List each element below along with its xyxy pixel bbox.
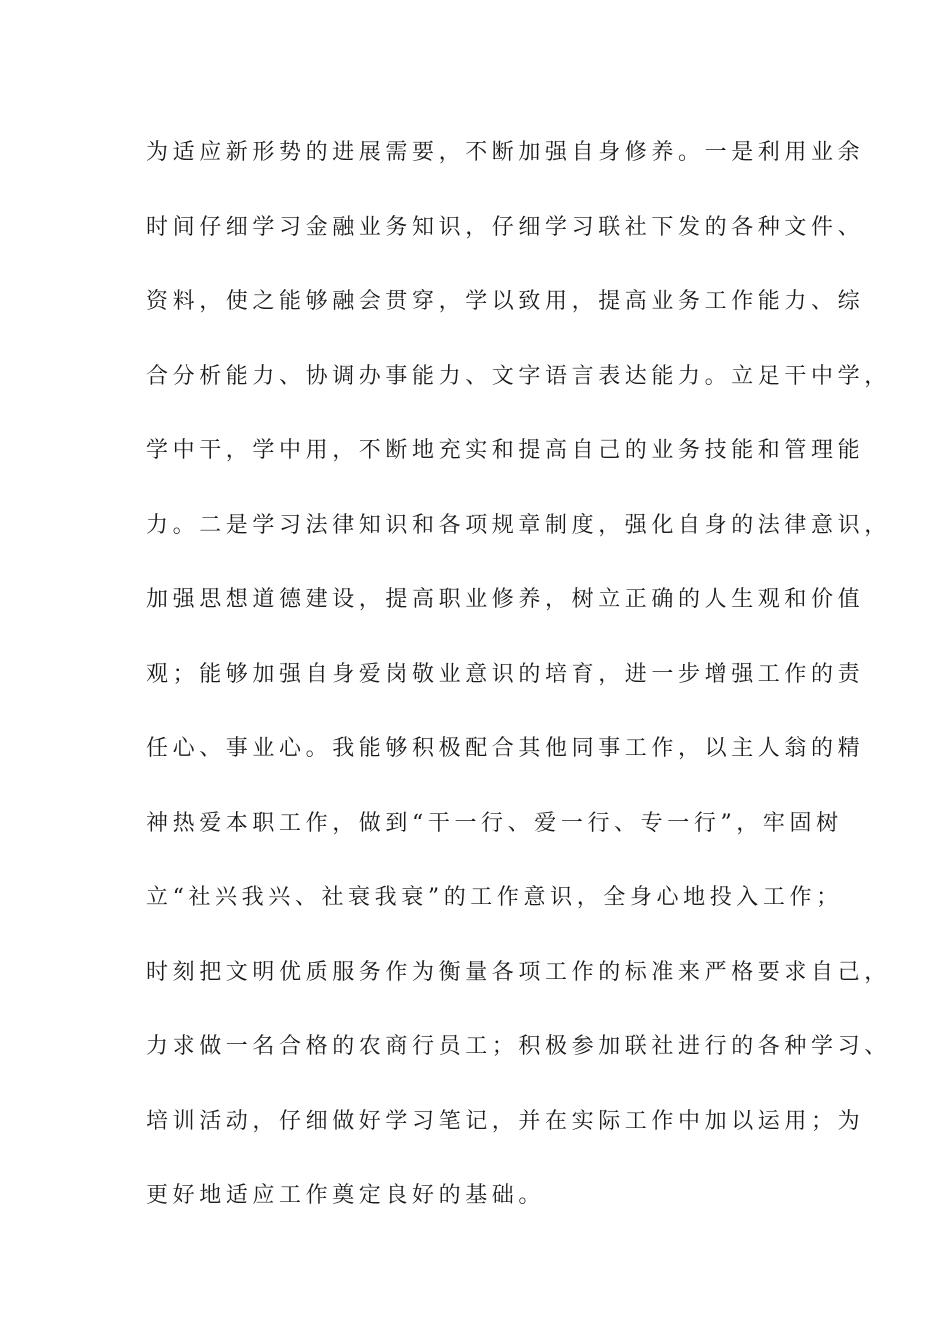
text-line: 立“社兴我兴、社衰我衰”的工作意识，全身心地投入工作； [146,885,843,910]
text-line: 时刻把文明优质服务作为衡量各项工作的标准来严格要求自己， [146,959,891,985]
text-line: 培训活动，仔细做好学习笔记，并在实际工作中加以运用；为 [146,1108,865,1134]
text-line: 加强思想道德建设，提高职业修养，树立正确的人生观和价值 [146,587,865,612]
body-paragraph [146,134,891,1252]
text-line: 力。二是学习法律知识和各项规章制度，强化自身的法律意识， [146,512,891,538]
text-line: 为适应新形势的进展需要，不断加强自身修养。一是利用业余 [146,140,865,165]
text-line: 任心、事业心。我能够积极配合其他同事工作，以主人翁的精 [146,736,865,761]
text-line: 观；能够加强自身爱岗敬业意识的培育，进一步增强工作的责 [146,661,865,687]
text-line: 神热爱本职工作，做到“干一行、爱一行、专一行”，牢固树 [146,810,843,836]
text-line: 学中干，学中用，不断地充实和提高自己的业务技能和管理能 [146,438,865,463]
text-line: 更好地适应工作奠定良好的基础。 [146,1183,546,1208]
text-line: 合分析能力、协调办事能力、文字语言表达能力。立足干中学， [146,363,891,389]
text-line: 资料，使之能够融会贯穿，学以致用，提高业务工作能力、综 [146,289,865,314]
text-line: 时间仔细学习金融业务知识，仔细学习联社下发的各种文件、 [146,214,865,240]
text-line: 力求做一名合格的农商行员工；积极参加联社进行的各种学习、 [146,1034,891,1059]
